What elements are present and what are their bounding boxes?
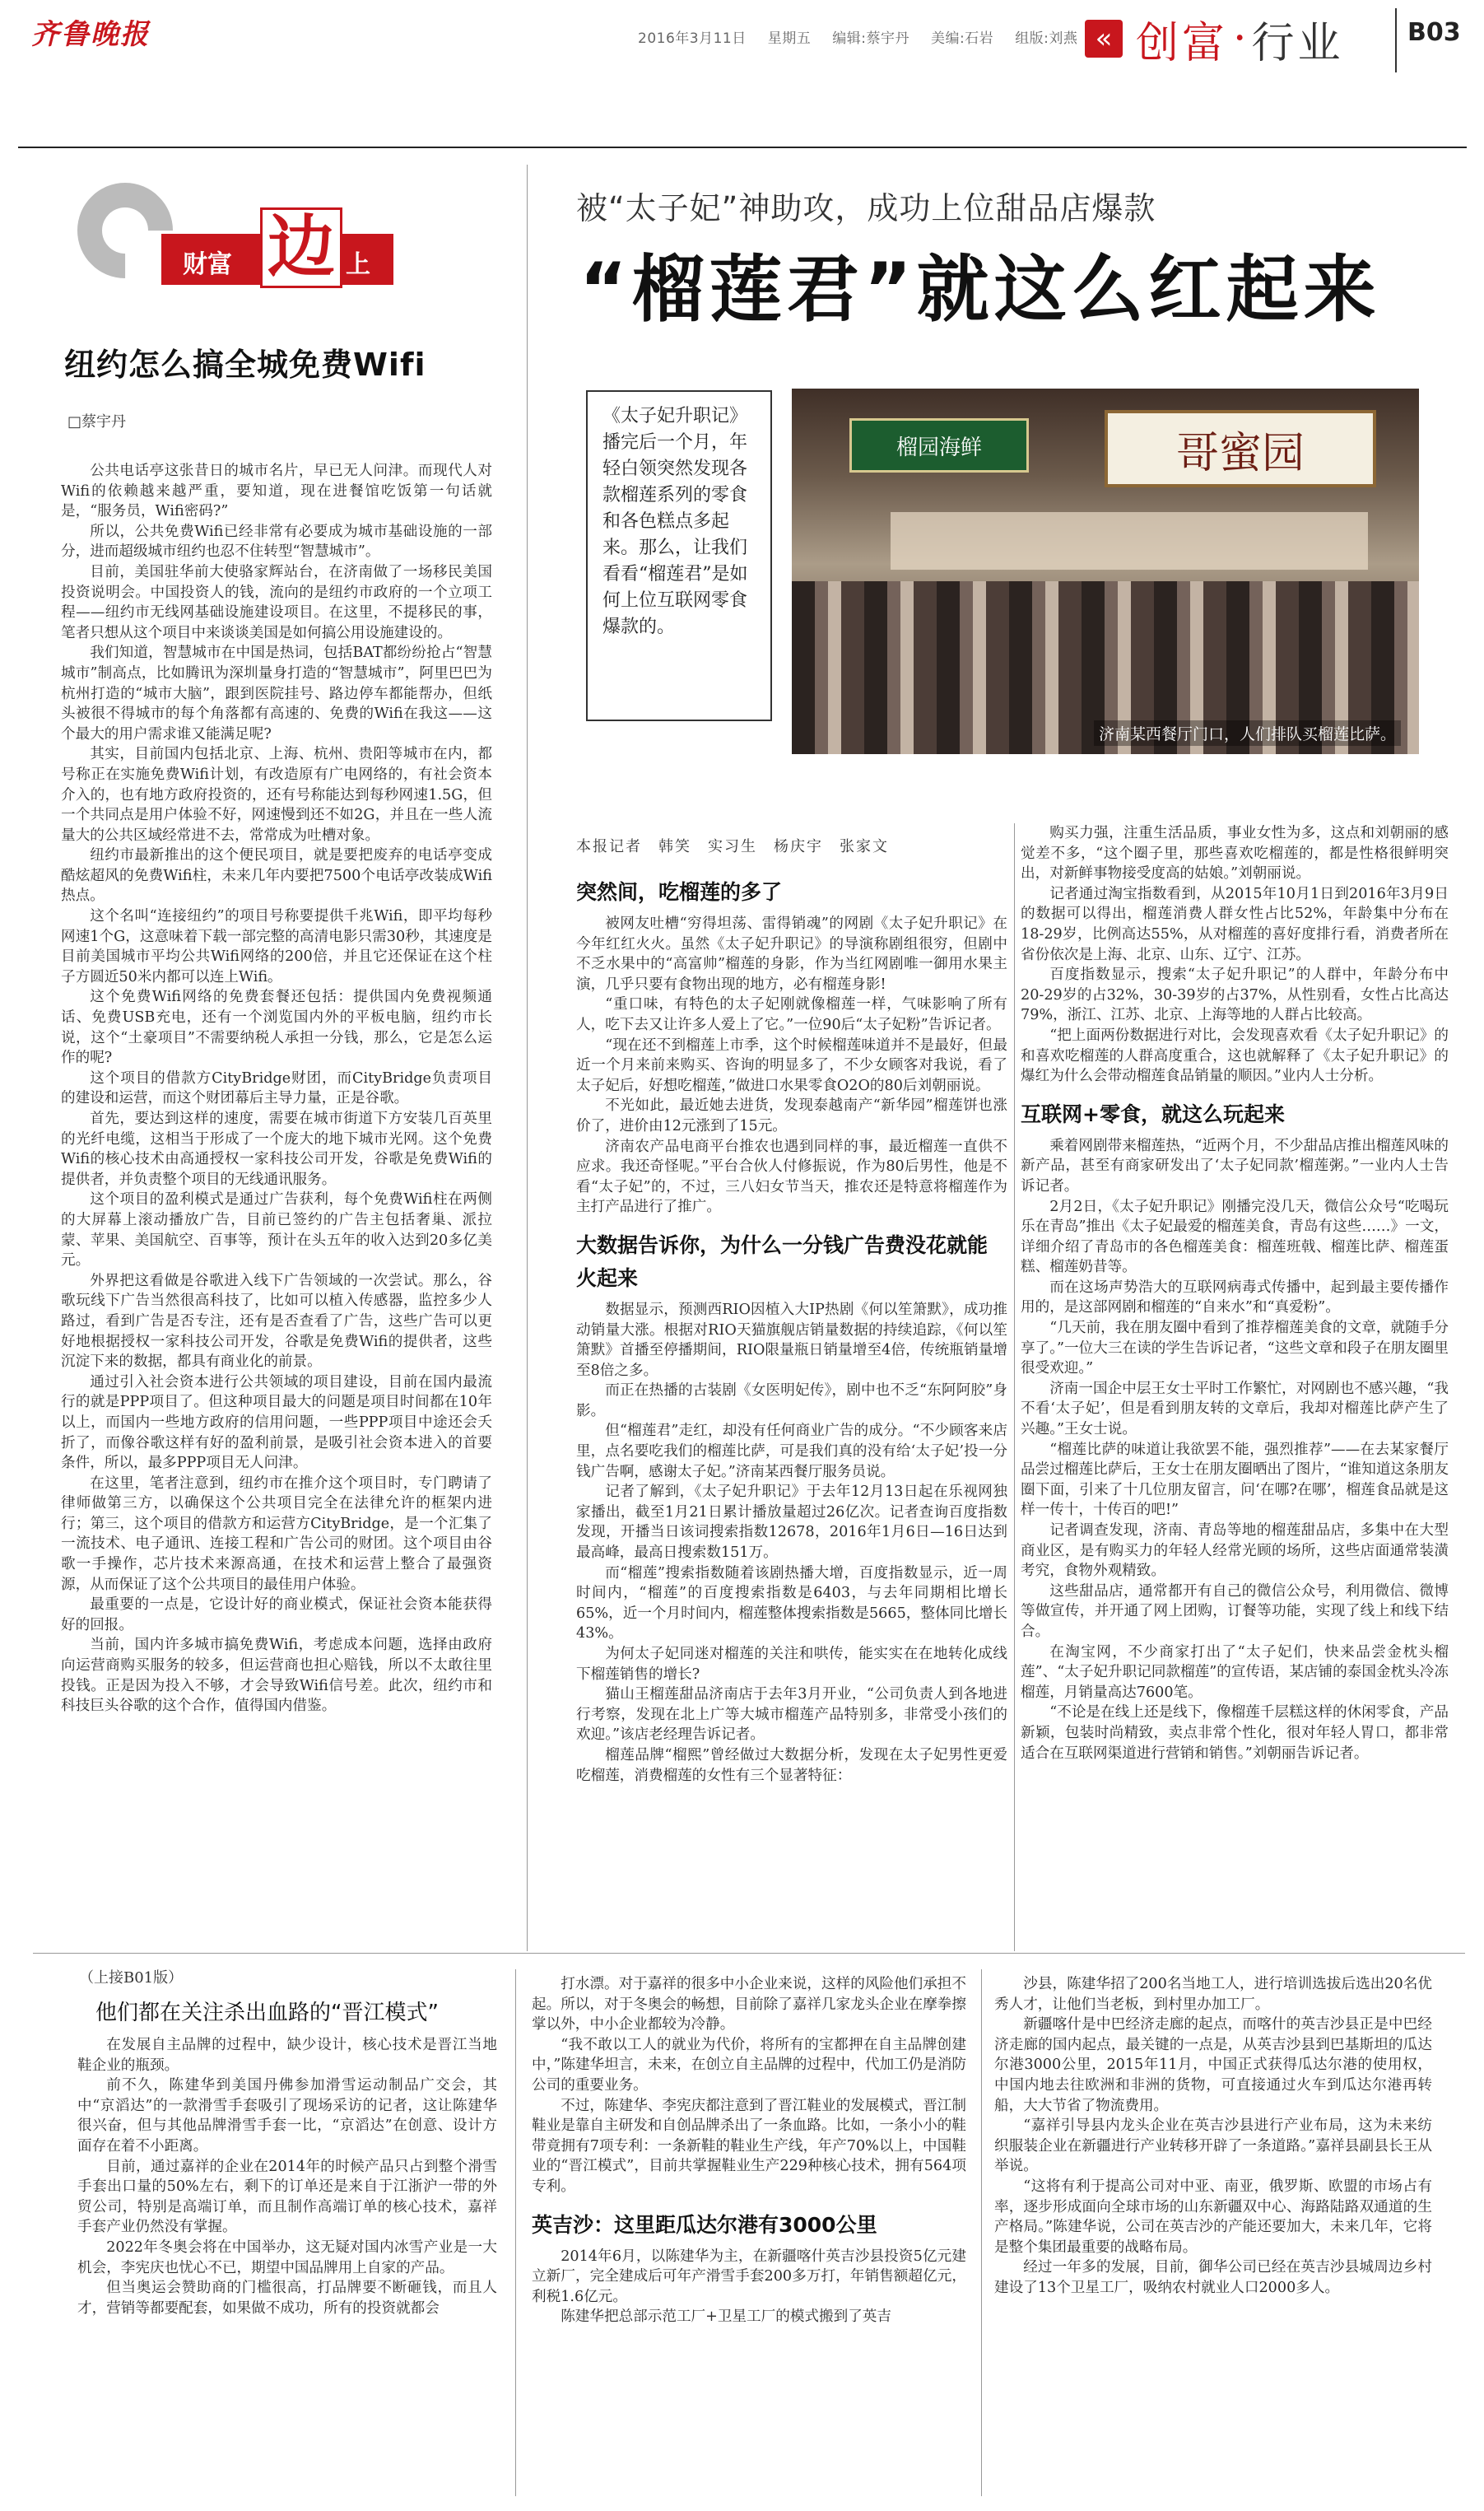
art-credit: 美编:石岩 — [930, 30, 994, 47]
paragraph: “重口味，有特色的太子妃刚就像榴莲一样，气味影响了所有人，吃下去又让许多人爱上了它。”一位90后“太子妃粉”告诉记者。 — [576, 996, 1007, 1033]
issue-weekday: 星期五 — [767, 30, 812, 47]
paragraph: 纽约市最新推出的这个便民项目，就是要把废弃的电话亭变成酷炫超风的免费Wifi柱，未来几年内要把7500个电话亭改装成Wifi热点。 — [61, 847, 492, 905]
photo-caption: 济南某西餐厅门口，人们排队买榴莲比萨。 — [1094, 720, 1401, 746]
column-rule — [527, 165, 528, 1951]
photo-shop-sign: 榴园海鲜 — [849, 418, 1029, 473]
paragraph: 济南农产品电商平台推农也遇到同样的事，最近榴莲一直供不应求。我还奇怪呢。”平台合伙人付修振说，作为80后男性，他是不看“太子妃”的，不过，三八妇女节当天，推农还是特意将榴莲作为主打产品进行了推广。 — [576, 1138, 1007, 1216]
column-badge-left: 财富 — [183, 250, 232, 279]
continued-title: 他们都在关注杀出血路的“晋江模式” — [95, 2001, 439, 2025]
left-article-title: 纽约怎么搞全城免费Wifi — [64, 347, 426, 383]
paragraph: 而“榴莲”搜索指数随着该剧热播大增，百度指数显示，近一周时间内，“榴莲”的百度搜索指数是6403，与去年同期相比增长65%，近一个月时间内，榴莲整体搜索指数是5665，整体同比增长43%。 — [576, 1564, 1007, 1642]
paragraph: 首先，要达到这样的速度，需要在城市街道下方安装几百英里的光纤电缆，这相当于形成了一个庞大的地下城市光网。这个免费Wifi的核心技术由高通授权一家科技公司开发，谷歌是免费Wifi的提供者，并负责整个项目的无线通讯服务。 — [61, 1111, 492, 1188]
column-rule — [1014, 823, 1015, 1951]
paragraph: 公共电话亭这张昔日的城市名片，早已无人问津。而现代人对Wifi的依赖越来越严重，要知道，现在进餐馆吃饭第一句话就是，“服务员，Wifi密码?” — [61, 463, 492, 520]
editor-credit: 编辑:蔡宇丹 — [832, 30, 909, 47]
paragraph: 济南一国企中层王女士平时工作繁忙，对网剧也不感兴趣，“我不看‘太子妃’，但是看到朋友转的文章后，我却对榴莲比萨产生了兴趣。”王女士说。 — [1021, 1380, 1449, 1438]
page-number: B03 — [1407, 18, 1461, 47]
column-rule — [981, 1969, 982, 2496]
paragraph: 其实，目前国内包括北京、上海、杭州、贵阳等城市在内，都号称正在实施免费Wifi计划，有改造原有广电网络的，有社会资本介入的，也有地方政府投资的，还有号称能达到每秒网速1.5G，但一个共同点是用户体验不好，网速慢到还不如2G，并且在一些人流量大的公共区域经常进不去，常常成为吐槽对象。 — [61, 746, 492, 844]
paragraph: 这个名叫“连接纽约”的项目号称要提供千兆Wifi，即平均每秒网速1个G，这意味着下载一部完整的高清电影只需30秒，其速度是目前美国城市平均公共Wifi网络的200倍，并且它还保证在这个柱子方圆近50米内都可以连上Wifi。 — [61, 908, 492, 985]
main-column-2 — [1021, 823, 1449, 1935]
chevron-left-icon: « — [1085, 20, 1123, 58]
paragraph: 这个项目的盈利模式是通过广告获利，每个免费Wifi柱在两侧的大屏幕上滚动播放广告，目前已签约的广告主包括奢巢、派拉蒙、苹果、美国航空、百事等，预计在头五年的收入达到20多亿美元。 — [61, 1191, 492, 1269]
paragraph: “这将有利于提高公司对中亚、南亚，俄罗斯、欧盟的市场占有率，逐步形成面向全球市场的山东新疆双中心、海路陆路双通道的生产格局。”陈建华说，公司在英吉沙的产能还要加大，未来几年，它将是整个集团最重要的战略布局。 — [994, 2178, 1432, 2256]
paragraph: “我不敢以工人的就业为代价，将所有的宝都押在自主品牌创建中，”陈建华坦言，未来，在创立自主品牌的过程中，代加工仍是消防公司的重要业务。 — [532, 2036, 966, 2094]
paragraph: 在淘宝网，不少商家打出了“太子妃们，快来品尝金枕头榴莲”、“太子妃升职记同款榴莲”的宣传语，某店铺的泰国金枕头冷冻榴莲，月销量高达7600笔。 — [1021, 1643, 1449, 1701]
photo-counter — [891, 512, 1368, 570]
section-name: 创富 — [1136, 18, 1229, 68]
paragraph: 这个免费Wifi网络的免费套餐还包括：提供国内免费视频通话、免费USB充电，还有一个浏览国内外的平板电脑，纽约市长说，这个“土豪项目”不需要纳税人承担一分钱，那么，它是怎么运作的呢? — [61, 989, 492, 1067]
paragraph: 打水漂。对于嘉祥的很多中小企业来说，这样的风险他们承担不起。所以，对于冬奥会的畅想，目前除了嘉祥几家龙头企业在摩拳擦掌以外，中小企业都较为冷静。 — [532, 1976, 966, 2033]
subheading: 互联网+零食，就这么玩起来 — [1021, 1102, 1285, 1126]
column-badge-big: 边 — [260, 207, 342, 288]
left-article-body — [61, 461, 492, 1976]
paragraph: “几天前，我在朋友圈中看到了推荐榴莲美食的文章，就随手分享了。”一位大三在读的学生告诉记者，“这些文章和段子在朋友圈里很受欢迎。” — [1021, 1320, 1449, 1377]
paragraph: 陈建华把总部示范工厂+卫星工厂的模式搬到了英吉 — [561, 2308, 891, 2326]
section-header — [1085, 5, 1344, 72]
paragraph: 榴莲品牌“榴熙”曾经做过大数据分析，发现在太子妃男性更爱吃榴莲，消费榴莲的女性有三个显著特征： — [576, 1746, 1007, 1784]
bottom-column-1 — [77, 2035, 497, 2496]
subsection-name: 行业 — [1251, 18, 1344, 68]
column-rule — [515, 1969, 516, 2496]
paragraph: “不论是在线上还是线下，像榴莲千层糕这样的休闲零食，产品新颖，包装时尚精致，卖点非常个性化，很对年轻人胃口，都非常适合在互联网渠道进行营销和销售。”刘朝丽告诉记者。 — [1021, 1704, 1449, 1762]
paragraph: 百度指数显示，搜索“太子妃升职记”的人群中，年龄分布中20-29岁的占32%，30-39岁的占37%，从性别看，女性占比高达79%，浙江、江苏、北京、上海等地的人群占比较高。 — [1021, 967, 1449, 1024]
news-photo — [792, 389, 1419, 754]
paragraph: 猫山王榴莲甜品济南店于去年3月开业，“公司负责人到各地进行考察，发现在北上广等大城市榴莲产品特别多，非常受小孩们的欢迎。”该店老经理告诉记者。 — [576, 1686, 1007, 1744]
paragraph: 目前，通过嘉祥的企业在2014年的时候产品只占到整个滑雪手套出口量的50%左右，剩下的订单还是来自于江浙沪一带的外贸公司，特别是高端订单，而且制作高端订单的核心技术，嘉祥手套产业仍然没有掌握。 — [77, 2158, 497, 2236]
subheading: 大数据告诉你，为什么一分钱广告费没花就能火起来 — [576, 1232, 989, 1290]
paragraph: 不过，陈建华、李宪庆都注意到了晋江鞋业的发展模式，晋江制鞋业是靠自主研发和自创品牌杀出了一条血路。比如，一条小小的鞋带竟拥有7项专利：一条新鞋的鞋业生产线，年产70%以上，中国鞋业的“晋江模式”，目前共掌握鞋业生产229种核心技术，拥有564项专利。 — [532, 2097, 966, 2195]
paragraph: “把上面两份数据进行对比，会发现喜欢看《太子妃升职记》的和喜欢吃榴莲的人群高度重合，这也就解释了《太子妃升职记》的爆红为什么会带动榴莲食品销量的顺因。”业内人士分析。 — [1021, 1027, 1449, 1085]
left-byline: □蔡宇丹 — [67, 413, 127, 431]
continued-from: （上接B01版） — [79, 1969, 184, 1987]
pull-quote: 《太子妃升职记》播完后一个月，年轻白领突然发现各款榴莲系列的零食和各色糕点多起来。那么，让我们看看“榴莲君”是如何上位互联网零食爆款的。 — [602, 406, 748, 637]
paragraph: 最重要的一点是，它设计好的商业模式，保证社会资本能获得好的回报。 — [61, 1596, 492, 1633]
paragraph: 记者了解到，《太子妃升职记》于去年12月13日起在乐视网独家播出，截至1月21日累计播放量超过26亿次。记者查询百度指数发现，开播当日该词搜索指数12678，2016年1月6日—16日达到最高峰，最高日搜索数151万。 — [576, 1484, 1007, 1562]
paragraph: 记者通过淘宝指数看到，从2015年10月1日到2016年3月9日的数据可以得出，榴莲消费人群女性占比52%，年龄集中分布在18-29岁，比例高达55%，从对榴莲的喜好度排行看，消费者所在省份依次是上海、北京、山东、辽宁、江苏。 — [1021, 885, 1449, 963]
paragraph: 通过引入社会资本进行公共领域的项目建设，目前在国内最流行的就是PPP项目了。但这种项目最大的问题是项目时间都在10年以上，而国内一些地方政府的信用问题，一些PPP项目中途还会夭折了，而像谷歌这样有好的盈利前景，是吸引社会资本进入的首要条件，所以，最多PPP项目无人问津。 — [61, 1373, 492, 1472]
paragraph: 被网友吐槽“穷得坦荡、雷得销魂”的网剧《太子妃升职记》在今年红红火火。虽然《太子妃升职记》的导演称剧组很穷，但剧中不乏水果中的“高富帅”榴莲的身影，作为当红网剧唯一御用水果主演，几乎只要有食物出现的地方，必有榴莲身影! — [576, 915, 1007, 993]
newspaper-logo: 齐鲁晚报 — [31, 18, 150, 51]
paragraph: 外界把这看做是谷歌进入线下广告领域的一次尝试。那么，谷歌玩线下广告当然很高科技了，比如可以植入传感器，监控多少人路过，看到广告是否专注，还有是否查看了广告，这些广告可以更好地根据授权一家科技公司开发，谷歌是免费Wifi的提供者，这些沉淀下来的数据，都具有商业化的前景。 — [61, 1272, 492, 1371]
paragraph: 购买力强，注重生活品质，事业女性为多，这点和刘朝丽的感觉差不多，“这个圈子里，那些喜欢吃榴莲的，都是性格很鲜明突出，对新鲜事物接受度高的姑娘。”刘朝丽说。 — [1021, 825, 1449, 883]
paragraph: 目前，美国驻华前大使骆家辉站台，在济南做了一场移民美国投资说明会。中国投资人的钱，流向的是纽约市政府的一个立项工程——纽约市无线网基础设施建设项目。在这里，不提移民的事，笔者只想从这个项目中来谈谈美国是如何搞公用设施建设的。 — [61, 563, 492, 641]
paragraph: 而在这场声势浩大的互联网病毒式传播中，起到最主要传播作用的，是这部网剧和榴莲的“自来水”和“真爱粉”。 — [1021, 1279, 1449, 1316]
paragraph: 为何太子妃同迷对榴莲的关注和哄传，能实实在在地转化成线下榴莲销售的增长? — [576, 1646, 1007, 1683]
paragraph: 2014年6月，以陈建华为主，在新疆喀什英吉沙县投资5亿元建立新厂，完全建成后可年产滑雪手套200多万打，年销售额超亿元，利税1.6亿元。 — [532, 2248, 966, 2305]
issue-date: 2016年3月11日 — [638, 30, 747, 47]
paragraph: 数据显示，预测西RIO因植入大IP热剧《何以笙箫默》，成功推动销量大涨。根据对RIO天猫旗舰店销量数据的持续追踪，《何以笙箫默》首播至停播期间，RIO限量瓶日销量增至4倍，传统瓶销量增至8倍之多。 — [576, 1301, 1007, 1379]
issue-meta — [638, 26, 1099, 47]
bottom-column-2 — [532, 1974, 966, 2498]
paragraph: 2022年冬奥会将在中国举办，这无疑对国内冰雪产业是一大机会，李宪庆也忧心不已，期望中国品牌用上自家的产品。 — [77, 2238, 497, 2276]
paragraph: 沙县，陈建华招了200名当地工人，进行培训选拔后选出20名优秀人才，让他们当老板，到村里办加工厂。 — [994, 1976, 1432, 2013]
main-reporters: 本报记者 韩笑 实习生 杨庆宇 张家文 — [576, 838, 889, 855]
paragraph: 新疆喀什是中巴经济走廊的起点，而喀什的英吉沙县正是中巴经济走廊的国内起点，最关键的一点是，从英吉沙县到巴基斯坦的瓜达尔港3000公里，2015年11月，中国正式获得瓜达尔港的使用权，中国内地去往欧洲和非洲的货物，可直接通过火车到瓜达尔港再转船，大大节省了物流费用。 — [994, 2016, 1432, 2114]
paragraph: 在这里，笔者注意到，纽约市在推介这个项目时，专门聘请了律师做第三方，以确保这个公共项目完全在法律允许的框架内进行；第三，这个项目的借款方和运营方CityBridge，是一个汇集了一流技术、电子通讯、连接工程和广告公司的财团。这个项目由谷歌一手操作，芯片技术来源高通，在技术和运营上整合了最强资源，从而保证了这个公共项目的最佳用户体验。 — [61, 1474, 492, 1593]
paragraph: “榴莲比萨的味道让我欲罢不能，强烈推荐”——在去某家餐厅品尝过榴莲比萨后，王女士在朋友圈晒出了图片，“谁知道这条朋友圈下面，引来了十几位朋友留言，问‘在哪?在哪’，榴莲食品就是这样一传十，十传百的吧!” — [1021, 1441, 1449, 1519]
paragraph: “嘉祥引导县内龙头企业在英吉沙县进行产业布局，这为未来纺织服装企业在新疆进行产业转移开辟了一条道路。”嘉祥县副县长王从举说。 — [994, 2117, 1432, 2175]
column-badge-right: 上 — [346, 250, 370, 279]
paragraph: 经过一年多的发展，目前，御华公司已经在英吉沙县城周边乡村建设了13个卫星工厂，吸纳农村就业人口2000多人。 — [994, 2259, 1432, 2296]
photo-shop-sign: 哥蜜园 — [1105, 410, 1376, 487]
main-kicker: 被“太子妃”神助攻，成功上位甜品店爆款 — [576, 190, 1156, 226]
paragraph: 但当奥运会赞助商的门槛很高，打品牌要不断砸钱，而且人才，营销等都要配套，如果做不成功，所有的投资就都会 — [77, 2280, 497, 2317]
proof-credit: 组版:刘燕 — [1015, 30, 1078, 47]
paragraph: 乘着网剧带来榴莲热，“近两个月，不少甜品店推出榴莲风味的新产品，甚至有商家研发出了‘太子妃同款’榴莲粥。”一业内人士告诉记者。 — [1021, 1137, 1449, 1195]
paragraph: 不光如此，最近她去进货，发现泰越南产“新华园”榴莲饼也涨价了，进价由12元涨到了15元。 — [576, 1097, 1007, 1134]
paragraph: 我们知道，智慧城市在中国是热词，包括BAT都纷纷抢占“智慧城市”制高点，比如腾讯为深圳量身打造的“智慧城市”，阿里巴巴为杭州打造的“城市大脑”，跟到医院挂号、路边停车都能帮办，但纸头被很不得城市的每个角落都有高速的、免费的Wifi在我这——这个最大的用户需求谁又能满足呢? — [61, 645, 492, 743]
paragraph: 所以，公共免费Wifi已经非常有必要成为城市基础设施的一部分，进而超级城市纽约也忍不住转型“智慧城市”。 — [61, 523, 492, 561]
header-divider — [1395, 8, 1397, 72]
paragraph: 2月2日，《太子妃升职记》刚播完没几天，微信公众号“吃喝玩乐在青岛”推出《太子妃最爱的榴莲美食，青岛有这些……》一文，详细介绍了青岛市的各色榴莲美食：榴莲班戟、榴莲比萨、榴莲蛋糕、榴莲奶昔等。 — [1021, 1198, 1449, 1276]
section-dot: · — [1233, 14, 1247, 63]
paragraph: 这些甜品店，通常都开有自己的微信公众号，利用微信、微博等做宣传，并开通了网上团购，订餐等功能，实现了线上和线下结合。 — [1021, 1582, 1449, 1640]
paragraph: 这个项目的借款方CityBridge财团，而CityBridge负责项目的建设和运营，而这个财团幕后主导力量，正是谷歌。 — [61, 1069, 492, 1107]
paragraph: 但“榴莲君”走红，却没有任何商业广告的成分。“不少顾客来店里，点名要吃我们的榴莲比萨，可是我们真的没有给‘太子妃’投一分钱广告啊，感谢太子妃。”济南某西餐厅服务员说。 — [576, 1423, 1007, 1480]
bottom-column-3 — [994, 1974, 1432, 2498]
paragraph: 在发展自主品牌的过程中，缺少设计，核心技术是晋江当地鞋企业的瓶颈。 — [77, 2037, 497, 2074]
main-column-1 — [576, 864, 1007, 1935]
paragraph: 记者调查发现，济南、青岛等地的榴莲甜品店，多集中在大型商业区，是有购买力的年轻人经常光顾的场所，这些店面通常装潢考究，食物外观精致。 — [1021, 1522, 1449, 1580]
paragraph: 前不久，陈建华到美国丹佛参加滑雪运动制品广交会，其中“京滔达”的一款滑雪手套吸引了现场采访的记者，这让陈建华很兴奋，但与其他品牌滑雪手套一比，“京滔达”在创意、设计方面存在着不小距离。 — [77, 2077, 497, 2155]
subheading: 英吉沙：这里距瓜达尔港有3000公里 — [532, 2212, 877, 2237]
pull-quote-box — [586, 390, 772, 721]
header-rule — [18, 147, 1467, 148]
subheading: 突然间，吃榴莲的多了 — [576, 880, 783, 904]
main-headline: “榴莲君”就这么红起来 — [579, 247, 1381, 332]
paragraph: 当前，国内许多城市搞免费Wifi，考虑成本问题，选择由政府向运营商购买服务的较多，但运营商也担心赔钱，所以不太敢往里投钱。正是因为投入不够，才会导致Wifi信号差。此次，纽约市和科技巨头谷歌的这个合作，值得国内借鉴。 — [61, 1637, 492, 1715]
paragraph: “现在还不到榴莲上市季，这个时候榴莲味道并不是最好，但最近一个月来前来购买、咨询的明显多了，不少女顾客对我说，看了太子妃后，好想吃榴莲，”做进口水果零食O2O的80后刘朝丽说。 — [576, 1037, 1007, 1094]
paragraph: 而正在热播的古装剧《女医明妃传》，剧中也不乏“东阿阿胶”身影。 — [576, 1382, 1007, 1419]
section-rule — [33, 1953, 1465, 1954]
